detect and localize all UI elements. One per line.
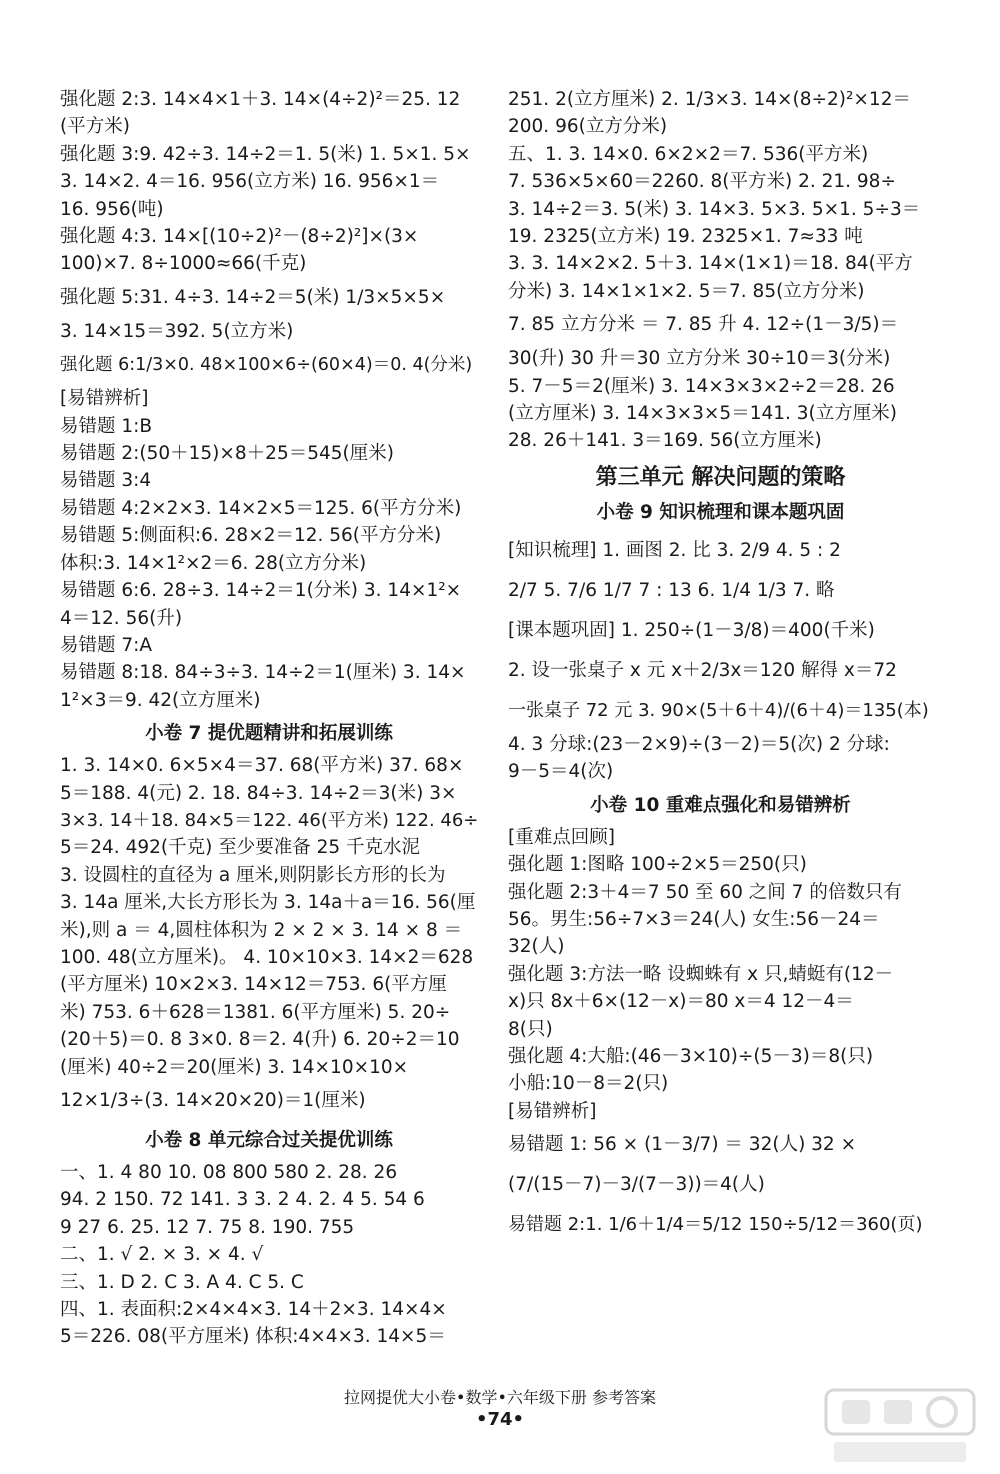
answer-line: 分米) 3. 14×1×1×2. 5＝7. 85(立方分米)	[508, 280, 865, 302]
answer-line: 94. 2 150. 72 141. 3 3. 2 4. 2. 4 5. 54 6	[60, 1189, 425, 1211]
subsection-label: [重难点回顾]	[508, 826, 615, 848]
answer-line: 易错题 4:2×2×3. 14×2×5＝125. 6(平方分米)	[60, 497, 462, 519]
answer-line: 一张桌子 72 元 3. 90×(5＋6＋4)/(6＋4)＝135(本)	[508, 699, 929, 721]
answer-line: 4＝12. 56(升)	[60, 607, 183, 629]
unit-heading: 第三单元 解决问题的策略	[595, 464, 846, 490]
answer-line: 8(只)	[508, 1018, 553, 1040]
answer-line: (厘米) 40÷2＝20(厘米) 3. 14×10×10×	[60, 1056, 409, 1078]
answer-line: 100)×7. 8÷1000≈66(千克)	[60, 253, 307, 275]
answer-line: 三、1. D 2. C 3. A 4. C 5. C	[60, 1271, 304, 1293]
answer-line: 4. 3 分球:(23－2×9)÷(3－2)＝5(次) 2 分球:	[508, 733, 890, 755]
answer-line: 200. 96(立方分米)	[508, 116, 668, 138]
answer-line: 5＝226. 08(平方厘米) 体积:4×4×3. 14×5＝	[60, 1326, 446, 1348]
answer-line: 9 27 6. 25. 12 7. 75 8. 190. 755	[60, 1216, 355, 1238]
answer-line: 7. 85 立方分米 ＝ 7. 85 升 4. 12÷(1－3/5)＝	[508, 314, 899, 336]
answer-line: 易错题 6:6. 28÷3. 14÷2＝1(分米) 3. 14×1²×	[60, 580, 462, 602]
answer-line: 3. 14×2. 4＝16. 956(立方米) 16. 956×1＝	[60, 171, 440, 193]
answer-line: 强化题 4:3. 14×[(10÷2)²－(8÷2)²]×(3×	[60, 226, 419, 248]
answer-line: 二、1. √ 2. × 3. × 4. √	[60, 1244, 264, 1266]
answer-line: x)只 8x＋6×(12－x)＝80 x＝4 12－4＝	[508, 991, 854, 1013]
answer-line: (立方厘米) 3. 14×3×3×5＝141. 3(立方厘米)	[508, 403, 897, 425]
answer-line: 四、1. 表面积:2×4×4×3. 14＋2×3. 14×4×	[60, 1299, 447, 1321]
answer-line: 米),则 a ＝ 4,圆柱体积为 2 × 2 × 3. 14 × 8 ＝	[60, 919, 463, 941]
answer-line: 强化题 3:9. 42÷3. 14÷2＝1. 5(米) 1. 5×1. 5×	[60, 143, 471, 165]
answer-line: 易错题 2:(50＋15)×8＋25＝545(厘米)	[60, 443, 394, 465]
answer-line: 5＝24. 492(千克) 至少要准备 25 千克水泥	[60, 837, 421, 859]
section-heading: 小卷 9 知识梳理和课本题巩固	[596, 501, 845, 523]
answer-line: 强化题 2:3＋4＝7 50 至 60 之间 7 的倍数只有	[508, 881, 902, 903]
section-heading: 小卷 10 重难点强化和易错辨析	[590, 794, 851, 816]
answer-line: (平方米)	[60, 116, 130, 138]
page-footer: 拉网提优大小卷•数学•六年级下册 参考答案	[344, 1388, 656, 1407]
answer-line: 3×3. 14＋18. 84×5＝122. 46(平方米) 122. 46÷	[60, 809, 479, 831]
answer-line: (平方厘米) 10×2×3. 14×12＝753. 6(平方厘	[60, 974, 447, 996]
answer-line: 2/7 5. 7/6 1/7 7 : 13 6. 1/4 1/3 7. 略	[508, 579, 835, 601]
answer-line: 五、1. 3. 14×0. 6×2×2＝7. 536(平方米)	[508, 143, 869, 165]
answer-line: 易错题 8:18. 84÷3÷3. 14÷2＝1(厘米) 3. 14×	[60, 662, 466, 684]
answer-line: 3. 14×15＝392. 5(立方米)	[60, 320, 294, 342]
answer-line: 7. 536×5×60＝2260. 8(平方米) 2. 21. 98÷	[508, 171, 896, 193]
page-number: •74•	[475, 1409, 525, 1430]
answer-line: 强化题 1:图略 100÷2×5＝250(只)	[508, 854, 807, 876]
answer-line: 251. 2(立方厘米) 2. 1/3×3. 14×(8÷2)²×12＝	[508, 89, 911, 110]
answer-line: 易错题 2:1. 1/6＋1/4＝5/12 150÷5/12＝360(页)	[508, 1214, 923, 1236]
answer-line: 28. 26＋141. 3＝169. 56(立方厘米)	[508, 430, 822, 452]
left-column	[60, 86, 478, 1351]
answer-line: 32(人)	[508, 936, 565, 958]
answer-line: 30(升) 30 升＝30 立方分米 30÷10＝3(分米)	[508, 348, 891, 370]
answer-line: 2. 设一张桌子 x 元 x＋2/3x＝120 解得 x＝72	[508, 659, 897, 681]
answer-line: (7/(15－7)－3/(7－3))＝4(人)	[508, 1174, 765, 1196]
answer-line: 米) 753. 6＋628＝1381. 6(平方厘米) 5. 20÷	[60, 1001, 451, 1023]
answer-line: 易错题 5:侧面积:6. 28×2＝12. 56(平方分米)	[60, 525, 442, 547]
subsection-label: [易错辨析]	[508, 1100, 597, 1122]
answer-line: 小船:10－8＝2(只)	[508, 1073, 669, 1095]
answer-line: 强化题 4:大船:(46－3×10)÷(5－3)＝8(只)	[508, 1045, 874, 1067]
answer-line: 3. 14a 厘米,大长方形长为 3. 14a＋a＝16. 56(厘	[60, 892, 476, 914]
answer-line: 强化题 2:3. 14×4×1＋3. 14×(4÷2)²＝25. 12	[60, 89, 461, 110]
section-heading: 小卷 7 提优题精讲和拓展训练	[145, 723, 393, 745]
answer-line: 100. 48(立方厘米)。 4. 10×10×3. 14×2＝628	[60, 946, 474, 968]
answer-line: 12×1/3÷(3. 14×20×20)＝1(厘米)	[60, 1090, 366, 1111]
answer-line: 易错题 3:4	[60, 470, 152, 492]
answer-line: 一、1. 4 80 10. 08 800 580 2. 28. 26	[60, 1162, 398, 1183]
answer-line: 3. 3. 14×2×2. 5＋3. 14×(1×1)＝18. 84(平方	[508, 253, 913, 275]
answer-line: 1²×3＝9. 42(立方厘米)	[60, 689, 261, 711]
right-column	[508, 86, 933, 1245]
answer-line: [课本题巩固] 1. 250÷(1－3/8)＝400(千米)	[508, 619, 875, 641]
answer-line: 1. 3. 14×0. 6×5×4＝37. 68(平方米) 37. 68×	[60, 755, 464, 777]
answer-line: 19. 2325(立方米) 19. 2325×1. 7≈33 吨	[508, 226, 863, 248]
answer-line: 强化题 6:1/3×0. 48×100×6÷(60×4)＝0. 4(分米)	[60, 355, 473, 376]
answer-line: 56。男生:56÷7×3＝24(人) 女生:56－24＝	[508, 908, 880, 930]
answer-line: 强化题 5:31. 4÷3. 14÷2＝5(米) 1/3×5×5×	[60, 286, 446, 308]
answer-line: 9－5＝4(次)	[508, 761, 614, 783]
answer-line: (20＋5)＝0. 8 3×0. 8＝2. 4(升) 6. 20÷2＝10	[60, 1029, 460, 1051]
watermark-logo	[820, 1384, 980, 1468]
answer-line: [知识梳理] 1. 画图 2. 比 3. 2/9 4. 5 : 2	[508, 539, 841, 561]
answer-line: 5＝188. 4(元) 2. 18. 84÷3. 14÷2＝3(米) 3×	[60, 782, 457, 804]
answer-line: 16. 956(吨)	[60, 198, 164, 220]
answer-line: 5. 7－5＝2(厘米) 3. 14×3×3×2÷2＝28. 26	[508, 375, 895, 397]
answer-line: 强化题 3:方法一略 设蜘蛛有 x 只,蜻蜓有(12－	[508, 963, 894, 985]
answer-line: 体积:3. 14×1²×2＝6. 28(立方分米)	[60, 552, 367, 574]
answer-line: 3. 设圆柱的直径为 a 厘米,则阴影长方形的长为	[60, 864, 446, 886]
section-heading: 小卷 8 单元综合过关提优训练	[145, 1130, 393, 1151]
subsection-label: [易错辨析]	[60, 388, 149, 410]
answer-line: 3. 14÷2＝3. 5(米) 3. 14×3. 5×3. 5×1. 5÷3＝	[508, 198, 921, 220]
answer-line: 易错题 7:A	[60, 634, 153, 656]
answer-line: 易错题 1: 56 × (1－3/7) ＝ 32(人) 32 ×	[508, 1134, 857, 1156]
answer-line: 易错题 1:B	[60, 415, 153, 437]
